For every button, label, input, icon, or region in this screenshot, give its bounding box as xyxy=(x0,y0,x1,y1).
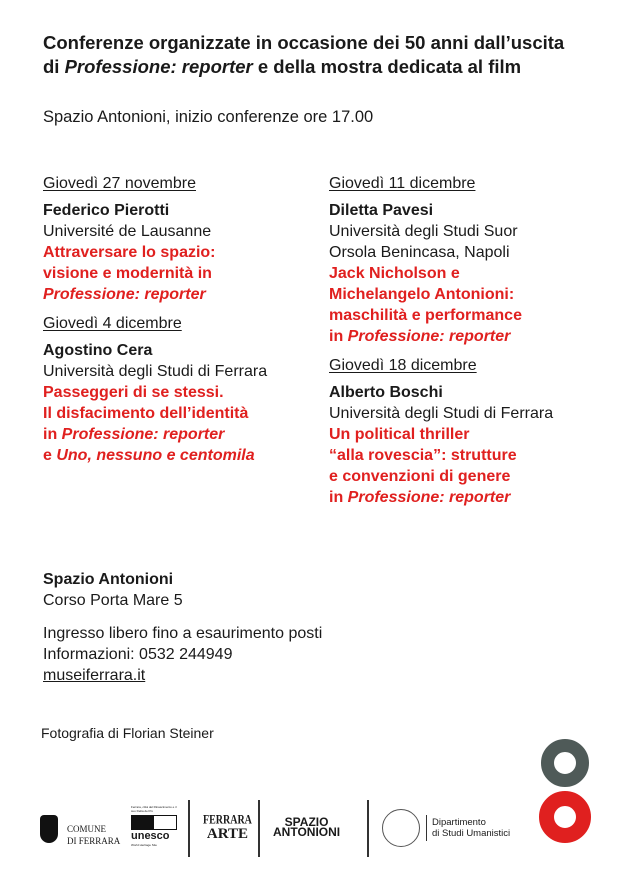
talk-book: Uno, nessuno e centomila xyxy=(56,447,255,464)
speaker: Federico Pierotti xyxy=(43,202,170,219)
affiliation: Université de Lausanne xyxy=(43,223,212,240)
affiliation: Università degli Studi Suor xyxy=(329,223,518,240)
logo-text: Dipartimento xyxy=(432,817,486,828)
event xyxy=(329,173,609,347)
event-date: Giovedì 27 novembre xyxy=(43,175,196,192)
talk-title xyxy=(43,382,323,466)
ferrara-arte-logo xyxy=(203,815,252,840)
talk-film: Professione: reporter xyxy=(43,286,206,303)
logo-text: FERRARA xyxy=(203,813,252,828)
talk-line: Attraversare lo spazio: xyxy=(43,244,216,261)
divider xyxy=(367,800,369,857)
talk-line: visione e modernità in xyxy=(43,265,212,282)
event-date: Giovedì 18 dicembre xyxy=(329,357,477,374)
info-block xyxy=(43,569,322,686)
talk-in: in xyxy=(43,426,62,443)
comune-crest-icon xyxy=(40,815,58,843)
logo-text: COMUNE xyxy=(67,824,107,834)
event xyxy=(329,355,609,508)
place-name: Spazio Antonioni xyxy=(43,571,174,588)
talk-line: maschilità e performance xyxy=(329,307,522,324)
title-line-1: Conferenze organizzate in occasione dei 50 anni dall’uscita xyxy=(43,32,565,53)
unesco-emblem-icon xyxy=(131,815,177,830)
gray-ring-icon xyxy=(541,739,589,787)
title-line-2 xyxy=(43,55,613,79)
speaker: Agostino Cera xyxy=(43,342,153,359)
logo-text: di Studi Umanistici xyxy=(432,828,511,839)
photo-credit: Fotografia di Florian Steiner xyxy=(41,725,214,741)
divider xyxy=(258,800,260,857)
unesco-logo xyxy=(131,805,177,847)
talk-line: “alla rovescia”: strutture xyxy=(329,447,517,464)
title-prefix: di xyxy=(43,56,65,77)
logo-text: Ferrara, città del Rinascimento e il suo Delta del Po xyxy=(131,805,177,813)
column-left xyxy=(43,173,323,474)
divider xyxy=(188,800,190,857)
logo-text: unesco xyxy=(131,830,170,842)
affiliation: Università degli Studi di Ferrara xyxy=(329,405,554,422)
dept-logo xyxy=(432,817,510,839)
affiliation: Università degli Studi di Ferrara xyxy=(43,363,268,380)
comune-logo xyxy=(67,823,120,847)
university-seal-icon xyxy=(382,809,420,847)
logo-text: ARTE xyxy=(206,826,249,842)
logo-text: DI FERRARA xyxy=(67,836,121,846)
event-date: Giovedì 11 dicembre xyxy=(329,175,476,192)
talk-line: e convenzioni di genere xyxy=(329,468,511,485)
talk-line: Jack Nicholson e xyxy=(329,265,460,282)
event-date: Giovedì 4 dicembre xyxy=(43,315,182,332)
column-right xyxy=(329,173,609,516)
event xyxy=(43,173,323,305)
title-suffix: e della mostra dedicata al film xyxy=(252,56,522,77)
talk-film: Professione: reporter xyxy=(61,426,225,443)
logo-text: ANTONIONI xyxy=(273,825,341,839)
talk-film: Professione: reporter xyxy=(347,328,511,345)
talk-line: Michelangelo Antonioni: xyxy=(329,286,515,303)
logo-text: SPAZIO xyxy=(284,815,329,829)
talk-line: Un political thriller xyxy=(329,426,470,443)
talk-film: Professione: reporter xyxy=(347,489,511,506)
spazio-antonioni-logo xyxy=(273,817,340,837)
talk-title xyxy=(329,263,609,347)
talk-line: Il disfacimento dell’identità xyxy=(43,405,249,422)
talk-line: Passeggeri di se stessi. xyxy=(43,384,224,401)
page-title xyxy=(43,31,613,79)
divider xyxy=(426,815,427,841)
talk-e: e xyxy=(43,447,57,464)
talk-title xyxy=(43,242,323,305)
talk-in: in xyxy=(329,489,348,506)
venue-line: Spazio Antonioni, inizio conferenze ore 17.00 xyxy=(43,108,374,126)
entry-info: Ingresso libero fino a esaurimento posti xyxy=(43,625,323,642)
speaker: Alberto Boschi xyxy=(329,384,443,401)
event xyxy=(43,313,323,466)
title-film: Professione: reporter xyxy=(64,56,253,77)
phone-info: Informazioni: 0532 244949 xyxy=(43,646,233,663)
logo-bar xyxy=(0,795,632,865)
logo-text: World Heritage Site xyxy=(131,843,157,847)
talk-in: in xyxy=(329,328,348,345)
website-link[interactable]: museiferrara.it xyxy=(43,667,146,684)
speaker: Diletta Pavesi xyxy=(329,202,434,219)
address: Corso Porta Mare 5 xyxy=(43,592,183,609)
talk-title xyxy=(329,424,609,508)
affiliation: Orsola Benincasa, Napoli xyxy=(329,244,510,261)
